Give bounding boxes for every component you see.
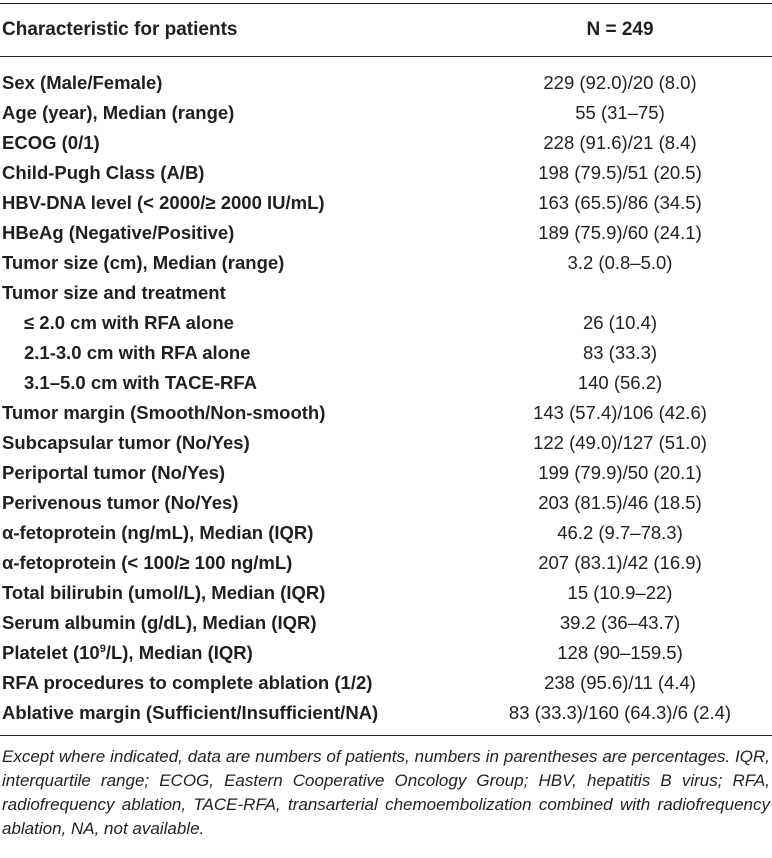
table-row [0, 188, 772, 218]
table-row [0, 248, 772, 278]
row-value: 203 (81.5)/46 (18.5) [538, 492, 702, 513]
table-row-group-heading [0, 278, 772, 308]
row-label: Subcapsular tumor (No/Yes) [2, 432, 250, 453]
table-row [0, 518, 772, 548]
row-value: 83 (33.3)/160 (64.3)/6 (2.4) [508, 702, 732, 723]
table-row [0, 218, 772, 248]
row-value: 199 (79.9)/50 (20.1) [538, 462, 702, 483]
row-value: 128 (90–159.5) [557, 642, 683, 663]
table-row [0, 608, 772, 638]
row-label: Ablative margin (Sufficient/Insufficient/NA) [2, 702, 379, 723]
row-label-superscript: 9 [99, 643, 106, 655]
row-label: Periportal tumor (No/Yes) [2, 462, 226, 483]
table-footnote: Except where indicated, data are numbers of patients, numbers in parentheses are percentages. IQR, interquartile range; ECOG, Eastern Cooperative Oncology Group; HBV, hepatitis B virus; RFA, radiofrequency ablation, TACE-RFA, transarterial chemoembolization combined with radiofrequency ablation, NA, not available. [2, 747, 770, 838]
row-value: 207 (83.1)/42 (16.9) [538, 552, 702, 573]
table-row [0, 488, 772, 518]
table-row [0, 638, 772, 668]
row-label: ECOG (0/1) [2, 132, 100, 153]
row-value: 26 (10.4) [582, 312, 658, 333]
row-value: 39.2 (36–43.7) [559, 612, 681, 633]
table-row [0, 398, 772, 428]
table-row [0, 698, 772, 728]
table-row [0, 128, 772, 158]
row-label: Tumor size and treatment [2, 282, 226, 303]
row-label: ≤ 2.0 cm with RFA alone [24, 312, 234, 333]
row-value: 122 (49.0)/127 (51.0) [533, 432, 707, 453]
row-label: RFA procedures to complete ablation (1/2) [2, 672, 373, 693]
row-label: α-fetoprotein (< 100/≥ 100 ng/mL) [2, 552, 293, 573]
row-label-text: /L), Median (IQR) [105, 642, 253, 663]
row-label [0, 642, 253, 664]
row-label: Total bilirubin (umol/L), Median (IQR) [2, 582, 326, 603]
header-n: N = 249 [586, 19, 654, 40]
row-value: 189 (75.9)/60 (24.1) [538, 222, 702, 243]
row-label: α-fetoprotein (ng/mL), Median (IQR) [2, 522, 314, 543]
row-value: 83 (33.3) [582, 342, 658, 363]
header-characteristic: Characteristic for patients [2, 19, 238, 40]
row-value: 3.2 (0.8–5.0) [567, 252, 673, 273]
table-row-subitem [0, 308, 772, 338]
row-label: Tumor margin (Smooth/Non-smooth) [2, 402, 326, 423]
table-row [0, 98, 772, 128]
row-value: 140 (56.2) [577, 372, 663, 393]
row-label: 2.1-3.0 cm with RFA alone [24, 342, 251, 363]
row-value: 15 (10.9–22) [567, 582, 673, 603]
table-row [0, 548, 772, 578]
row-label: Serum albumin (g/dL), Median (IQR) [2, 612, 317, 633]
row-value: 229 (92.0)/20 (8.0) [543, 72, 697, 93]
row-label: HBV-DNA level (< 2000/≥ 2000 IU/mL) [2, 192, 325, 213]
table-header [0, 4, 772, 56]
row-label: Sex (Male/Female) [2, 72, 163, 93]
row-value: 143 (57.4)/106 (42.6) [533, 402, 707, 423]
table-row-subitem [0, 368, 772, 398]
table-row [0, 428, 772, 458]
table-row [0, 68, 772, 98]
row-label: Age (year), Median (range) [2, 102, 235, 123]
row-value: 46.2 (9.7–78.3) [557, 522, 683, 543]
row-label: 3.1–5.0 cm with TACE-RFA [24, 372, 258, 393]
row-label: Perivenous tumor (No/Yes) [2, 492, 239, 513]
table-row [0, 458, 772, 488]
row-value: 55 (31–75) [575, 102, 665, 123]
table-row [0, 158, 772, 188]
row-label: HBeAg (Negative/Positive) [2, 222, 235, 243]
table-row-subitem [0, 338, 772, 368]
row-value: 198 (79.5)/51 (20.5) [538, 162, 702, 183]
row-label: Tumor size (cm), Median (range) [2, 252, 285, 273]
row-value: 163 (65.5)/86 (34.5) [538, 192, 702, 213]
row-label: Child-Pugh Class (A/B) [2, 162, 205, 183]
row-value: 228 (91.6)/21 (8.4) [543, 132, 697, 153]
table-row [0, 578, 772, 608]
table-row [0, 668, 772, 698]
row-label-text: Platelet (10 [2, 642, 100, 663]
table-body [0, 57, 772, 735]
row-value: 238 (95.6)/11 (4.4) [544, 672, 696, 693]
